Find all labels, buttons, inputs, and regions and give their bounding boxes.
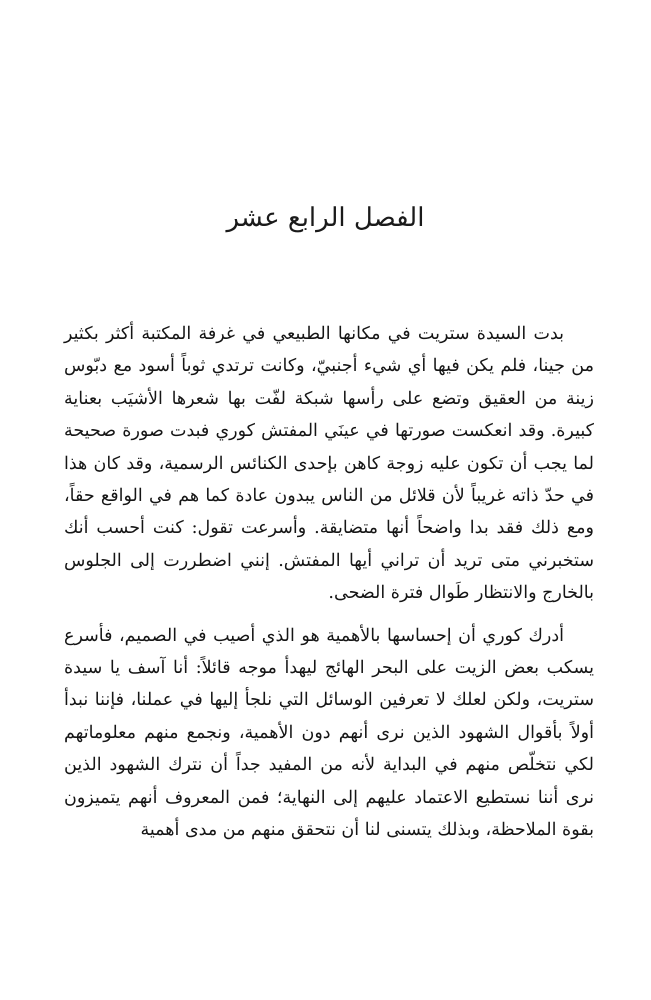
chapter-title: الفصل الرابع عشر (226, 203, 425, 233)
chapter-body (64, 318, 594, 847)
paragraph-2: أدرك كوري أن إحساسها بالأهمية هو الذي أصيب في الصميم، فأسرع يسكب بعض الزيت على البحر الهائج ليهدأ موجه قائلاً: أنا آسف يا سيدة ستريت، ولكن لعلك لا تعرفين الوسائل التي نلجأ إليها في عملنا، فإننا نبدأ أولاً بأقوال الشهود الذين نرى أنهم دون الأهمية، ونجمع منهم معلوماتهم لكي نتخلّص منهم في البداية لأنه من المفيد جداً أن نترك الشهود الذين نرى أننا نستطيع الاعتماد عليهم إلى النهاية؛ فمن المعروف أنهم يتميزون بقوة الملاحظة، وبذلك يتسنى لنا أن نتحقق منهم من مدى أهمية (64, 625, 594, 841)
paragraph-1: بدت السيدة ستريت في مكانها الطبيعي في غرفة المكتبة أكثر بكثير من جينا، فلم يكن فيها أي شيء أجنبيّ، وكانت ترتدي ثوباً أسود مع دبّوس زينة من العقيق وتضع على رأسها شبكة لفّت بها شعرها الأشيَب بعناية كبيرة. وقد انعكست صورتها في عينَي المفتش كوري فبدت صورة صحيحة لما يجب أن تكون عليه زوجة كاهن بإحدى الكنائس الرسمية، وقد كان هذا في حدّ ذاته غريباً لأن قلائل من الناس يبدون عادة كما هم في الواقع حقاً، ومع ذلك فقد بدا واضحاً أنها متضايقة. وأسرعت تقول: كنت أحسب أنك ستخبرني متى تريد أن تراني أيها المفتش. إنني اضطررت إلى الجلوس بالخارج والانتظار طَوال فترة الضحى. (64, 324, 594, 604)
